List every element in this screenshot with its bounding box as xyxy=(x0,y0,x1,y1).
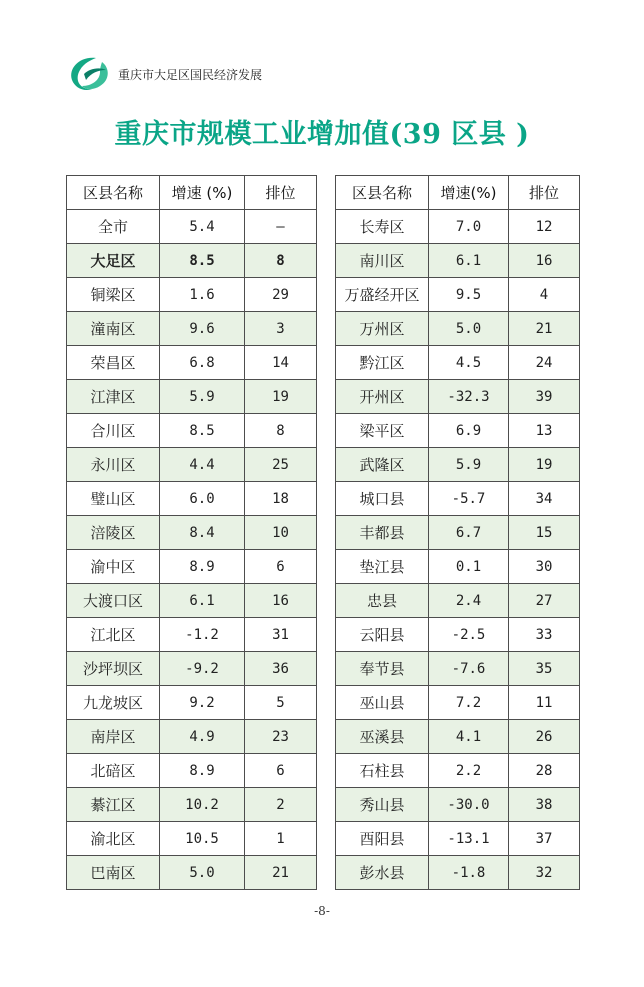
table-row xyxy=(336,448,580,482)
right-table xyxy=(335,175,580,890)
district-cell: 江津区 xyxy=(67,380,160,414)
table-row xyxy=(67,244,317,278)
growth-cell: -1.2 xyxy=(160,618,245,652)
district-cell: 奉节县 xyxy=(336,652,429,686)
table-row xyxy=(67,414,317,448)
table-row xyxy=(67,482,317,516)
district-cell: 荣昌区 xyxy=(67,346,160,380)
district-cell: 黔江区 xyxy=(336,346,429,380)
growth-cell: 8.4 xyxy=(160,516,245,550)
growth-cell: 8.5 xyxy=(160,414,245,448)
growth-cell: -30.0 xyxy=(429,788,509,822)
header-growth: 增速 (%) xyxy=(160,176,245,210)
table-row xyxy=(67,856,317,890)
district-cell: 忠县 xyxy=(336,584,429,618)
rank-cell: 3 xyxy=(245,312,317,346)
district-cell: 合川区 xyxy=(67,414,160,448)
district-cell: 酉阳县 xyxy=(336,822,429,856)
rank-cell: 21 xyxy=(509,312,580,346)
growth-cell: 9.2 xyxy=(160,686,245,720)
table-row xyxy=(67,346,317,380)
rank-cell: 18 xyxy=(245,482,317,516)
district-cell: 云阳县 xyxy=(336,618,429,652)
rank-cell: 23 xyxy=(245,720,317,754)
growth-cell: 9.6 xyxy=(160,312,245,346)
table-row xyxy=(336,788,580,822)
table-row xyxy=(67,210,317,244)
rank-cell: 29 xyxy=(245,278,317,312)
rank-cell: 24 xyxy=(509,346,580,380)
rank-cell: 10 xyxy=(245,516,317,550)
growth-cell: 5.4 xyxy=(160,210,245,244)
growth-cell: 8.9 xyxy=(160,550,245,584)
rank-cell: 35 xyxy=(509,652,580,686)
district-cell: 璧山区 xyxy=(67,482,160,516)
header-district: 区县名称 xyxy=(67,176,160,210)
district-cell: 涪陵区 xyxy=(67,516,160,550)
rank-cell: 14 xyxy=(245,346,317,380)
org-title: 重庆市大足区国民经济发展 xyxy=(118,67,263,82)
table-row xyxy=(67,584,317,618)
rank-cell: 19 xyxy=(509,448,580,482)
growth-cell: 6.1 xyxy=(160,584,245,618)
district-cell: 开州区 xyxy=(336,380,429,414)
rank-cell: 13 xyxy=(509,414,580,448)
growth-cell: 4.1 xyxy=(429,720,509,754)
rank-cell: 31 xyxy=(245,618,317,652)
district-cell: 万州区 xyxy=(336,312,429,346)
district-cell: 巫山县 xyxy=(336,686,429,720)
rank-cell: 27 xyxy=(509,584,580,618)
district-cell: 梁平区 xyxy=(336,414,429,448)
rank-cell: 19 xyxy=(245,380,317,414)
rank-cell: 16 xyxy=(509,244,580,278)
district-cell: 垫江县 xyxy=(336,550,429,584)
district-cell: 铜梁区 xyxy=(67,278,160,312)
header-district: 区县名称 xyxy=(336,176,429,210)
growth-cell: 5.0 xyxy=(429,312,509,346)
rank-cell: 25 xyxy=(245,448,317,482)
table-row xyxy=(336,856,580,890)
growth-cell: -32.3 xyxy=(429,380,509,414)
table-row xyxy=(336,312,580,346)
rank-cell: 8 xyxy=(245,414,317,448)
growth-cell: 7.2 xyxy=(429,686,509,720)
table-row xyxy=(67,516,317,550)
district-cell: 大渡口区 xyxy=(67,584,160,618)
page-number: -8- xyxy=(314,904,330,918)
district-cell: 秀山县 xyxy=(336,788,429,822)
rank-cell: — xyxy=(245,210,317,244)
growth-cell: 4.4 xyxy=(160,448,245,482)
district-cell: 彭水县 xyxy=(336,856,429,890)
growth-cell: -2.5 xyxy=(429,618,509,652)
table-row xyxy=(67,380,317,414)
table-row xyxy=(336,754,580,788)
header-growth: 增速(%) xyxy=(429,176,509,210)
rank-cell: 15 xyxy=(509,516,580,550)
table-row xyxy=(67,652,317,686)
rank-cell: 28 xyxy=(509,754,580,788)
rank-cell: 37 xyxy=(509,822,580,856)
district-cell: 石柱县 xyxy=(336,754,429,788)
table-row xyxy=(336,244,580,278)
rank-cell: 8 xyxy=(245,244,317,278)
rank-cell: 36 xyxy=(245,652,317,686)
rank-cell: 6 xyxy=(245,550,317,584)
growth-cell: 10.2 xyxy=(160,788,245,822)
growth-cell: 5.0 xyxy=(160,856,245,890)
growth-cell: -9.2 xyxy=(160,652,245,686)
table-row xyxy=(67,618,317,652)
rank-cell: 5 xyxy=(245,686,317,720)
page-title: 重庆市规模工业增加值(39 区县 ) xyxy=(114,119,530,150)
table-row xyxy=(67,448,317,482)
district-cell: 江北区 xyxy=(67,618,160,652)
table-row xyxy=(67,312,317,346)
table-row xyxy=(67,550,317,584)
growth-cell: 4.9 xyxy=(160,720,245,754)
table-row xyxy=(67,754,317,788)
district-cell: 沙坪坝区 xyxy=(67,652,160,686)
growth-cell: 8.9 xyxy=(160,754,245,788)
growth-cell: 6.7 xyxy=(429,516,509,550)
growth-cell: 6.8 xyxy=(160,346,245,380)
rank-cell: 26 xyxy=(509,720,580,754)
rank-cell: 6 xyxy=(245,754,317,788)
rank-cell: 21 xyxy=(245,856,317,890)
district-cell: 大足区 xyxy=(67,244,160,278)
rank-cell: 12 xyxy=(509,210,580,244)
growth-cell: -13.1 xyxy=(429,822,509,856)
table-header-row xyxy=(336,176,580,210)
growth-cell: -5.7 xyxy=(429,482,509,516)
table-row xyxy=(336,346,580,380)
district-cell: 万盛经开区 xyxy=(336,278,429,312)
district-cell: 渝中区 xyxy=(67,550,160,584)
table-header-row xyxy=(67,176,317,210)
rank-cell: 33 xyxy=(509,618,580,652)
table-row xyxy=(336,652,580,686)
growth-cell: 1.6 xyxy=(160,278,245,312)
rank-cell: 4 xyxy=(509,278,580,312)
rank-cell: 2 xyxy=(245,788,317,822)
table-row xyxy=(336,482,580,516)
district-cell: 城口县 xyxy=(336,482,429,516)
table-row xyxy=(336,516,580,550)
logo-icon xyxy=(66,54,112,94)
page-header xyxy=(66,52,262,96)
table-row xyxy=(336,822,580,856)
table-row xyxy=(67,686,317,720)
rank-cell: 38 xyxy=(509,788,580,822)
growth-cell: 10.5 xyxy=(160,822,245,856)
district-cell: 武隆区 xyxy=(336,448,429,482)
growth-cell: -1.8 xyxy=(429,856,509,890)
header-rank: 排位 xyxy=(509,176,580,210)
table-row xyxy=(336,618,580,652)
growth-cell: 4.5 xyxy=(429,346,509,380)
table-row xyxy=(67,278,317,312)
growth-cell: 6.9 xyxy=(429,414,509,448)
rank-cell: 1 xyxy=(245,822,317,856)
district-cell: 九龙坡区 xyxy=(67,686,160,720)
district-cell: 全市 xyxy=(67,210,160,244)
district-cell: 巴南区 xyxy=(67,856,160,890)
district-cell: 潼南区 xyxy=(67,312,160,346)
table-row xyxy=(67,720,317,754)
district-cell: 南岸区 xyxy=(67,720,160,754)
growth-cell: 8.5 xyxy=(160,244,245,278)
table-row xyxy=(67,788,317,822)
table-row xyxy=(336,720,580,754)
rank-cell: 16 xyxy=(245,584,317,618)
growth-cell: 5.9 xyxy=(160,380,245,414)
table-row xyxy=(336,414,580,448)
growth-cell: -7.6 xyxy=(429,652,509,686)
district-cell: 南川区 xyxy=(336,244,429,278)
growth-cell: 6.1 xyxy=(429,244,509,278)
rank-cell: 30 xyxy=(509,550,580,584)
district-cell: 渝北区 xyxy=(67,822,160,856)
district-cell: 巫溪县 xyxy=(336,720,429,754)
district-cell: 綦江区 xyxy=(67,788,160,822)
growth-cell: 6.0 xyxy=(160,482,245,516)
growth-cell: 5.9 xyxy=(429,448,509,482)
header-rank: 排位 xyxy=(245,176,317,210)
growth-cell: 0.1 xyxy=(429,550,509,584)
growth-cell: 2.4 xyxy=(429,584,509,618)
table-row xyxy=(336,686,580,720)
district-cell: 永川区 xyxy=(67,448,160,482)
rank-cell: 39 xyxy=(509,380,580,414)
district-cell: 丰都县 xyxy=(336,516,429,550)
growth-cell: 2.2 xyxy=(429,754,509,788)
rank-cell: 11 xyxy=(509,686,580,720)
table-row xyxy=(67,822,317,856)
rank-cell: 34 xyxy=(509,482,580,516)
table-row xyxy=(336,550,580,584)
district-cell: 北碚区 xyxy=(67,754,160,788)
rank-cell: 32 xyxy=(509,856,580,890)
table-row xyxy=(336,380,580,414)
district-cell: 长寿区 xyxy=(336,210,429,244)
table-row xyxy=(336,210,580,244)
growth-cell: 7.0 xyxy=(429,210,509,244)
left-table xyxy=(66,175,317,890)
growth-cell: 9.5 xyxy=(429,278,509,312)
table-row xyxy=(336,278,580,312)
table-row xyxy=(336,584,580,618)
